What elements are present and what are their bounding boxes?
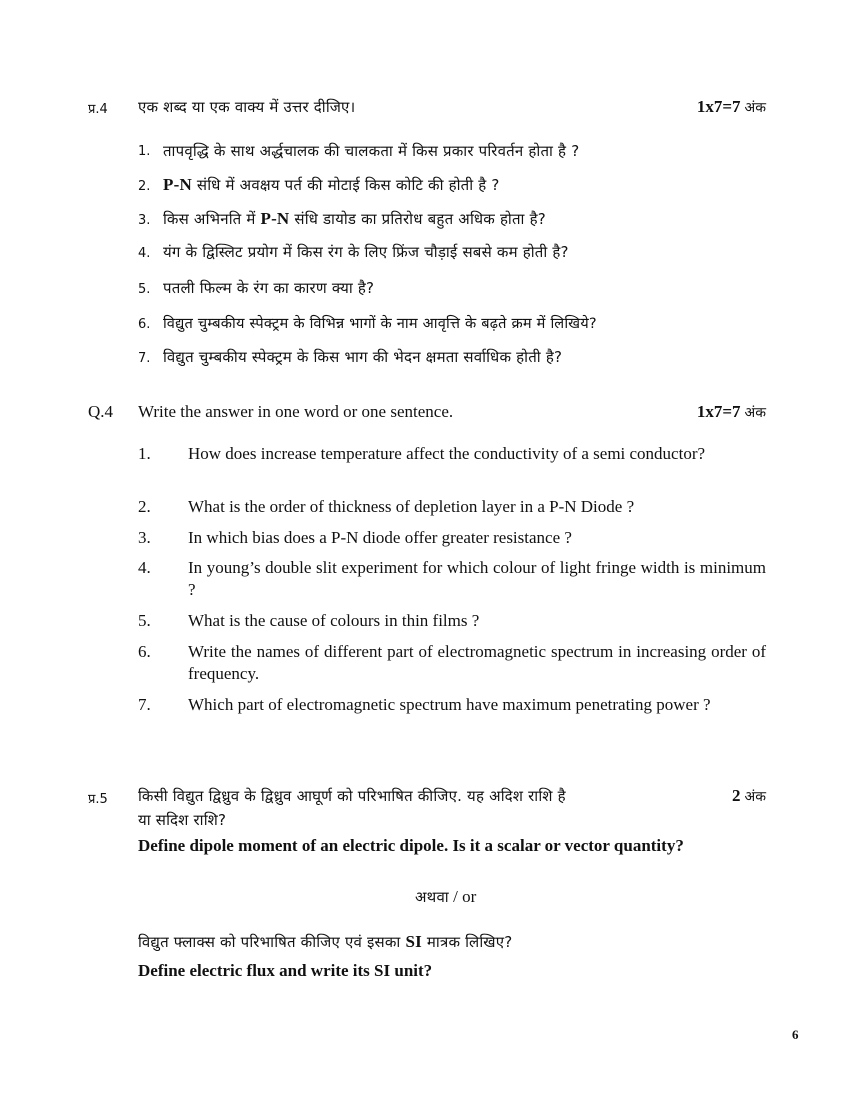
- hindi-item: विद्युत चुम्बकीय स्पेक्ट्रम के किस भाग की भेदन क्षमता सर्वाधिक होती है?: [163, 348, 563, 366]
- english-item: What is the cause of colours in thin films ?: [188, 611, 480, 630]
- item-number: 7.: [138, 351, 151, 366]
- marks-value: 2: [732, 786, 741, 805]
- question-number: Q.4: [88, 402, 114, 421]
- si-term: SI: [405, 932, 422, 951]
- pn-term: P-N: [163, 175, 192, 194]
- item-number: 2.: [138, 497, 151, 516]
- item-number: 1.: [138, 144, 151, 159]
- item-number: 7.: [138, 695, 151, 714]
- pn-term: P-N: [260, 209, 290, 228]
- marks-unit: अंक: [744, 100, 766, 116]
- question-prompt-english: Define dipole moment of an electric dipole. Is it a scalar or vector quantity?: [138, 836, 684, 855]
- item-number: 5.: [138, 282, 151, 297]
- question-prompt-english: Write the answer in one word or one sentence.: [138, 402, 454, 421]
- marks-value: 1x7=7: [696, 402, 741, 421]
- marks-value: 1x7=7: [696, 97, 741, 116]
- english-item: In young’s double slit experiment for which colour of light fringe width is minimum ?: [188, 558, 766, 599]
- question-number: प्र.4: [88, 102, 108, 117]
- hindi-item: विद्युत चुम्बकीय स्पेक्ट्रम के विभिन्न भागों के नाम आवृत्ति के बढ़ते क्रम में लिखिये?: [163, 315, 597, 332]
- item-number: 3.: [138, 213, 151, 228]
- hindi-item: यंग के द्विस्लिट प्रयोग में किस रंग के लिए फ्रिंज चौड़ाई सबसे कम होती है?: [163, 243, 569, 261]
- english-item: In which bias does a P-N diode offer greater resistance ?: [188, 528, 572, 547]
- question-prompt-hindi-cont: या सदिश राशि?: [138, 811, 227, 829]
- marks-unit: अंक: [744, 405, 766, 421]
- english-item: How does increase temperature affect the conductivity of a semi conductor?: [188, 444, 706, 463]
- page-number: 6: [792, 1027, 799, 1042]
- hindi-item: किस अभिनति में P-N संधि डायोड का प्रतिरोध बहुत अधिक होता है?: [163, 209, 546, 228]
- alternative-question-english: Define electric flux and write its SI unit?: [138, 961, 433, 980]
- marks-unit: अंक: [744, 789, 766, 805]
- alternative-question-hindi: विद्युत फ्लाक्स को परिभाषित कीजिए एवं इसका SI मात्रक लिखिए?: [138, 932, 513, 951]
- marks-label: [697, 402, 766, 422]
- english-item: Write the names of different part of electromagnetic spectrum in increasing order of frequency.: [188, 642, 766, 683]
- item-number: 1.: [138, 444, 151, 463]
- item-number: 3.: [138, 528, 151, 547]
- english-item: What is the order of thickness of depletion layer in a P-N Diode ?: [188, 497, 635, 516]
- hindi-item: पतली फिल्म के रंग का कारण क्या है?: [163, 279, 375, 297]
- item-number: 6.: [138, 317, 151, 332]
- question-number: प्र.5: [88, 792, 108, 807]
- item-number: 4.: [138, 558, 151, 577]
- question-prompt-hindi: किसी विद्युत द्विध्रुव के द्विध्रुव आघूर्ण को परिभाषित कीजिए. यह अदिश राशि है: [138, 787, 566, 805]
- item-number: 4.: [138, 246, 151, 261]
- marks-label: [732, 786, 766, 806]
- question-prompt-hindi: एक शब्द या एक वाक्य में उत्तर दीजिए।: [138, 98, 356, 116]
- or-separator: अथवा / or: [415, 887, 477, 906]
- hindi-item: P-N संधि में अवक्षय पर्त की मोटाई किस कोटि की होती है ?: [163, 175, 500, 194]
- marks-label: [697, 97, 766, 117]
- item-number: 6.: [138, 642, 151, 661]
- item-number: 2.: [138, 179, 151, 194]
- hindi-item: तापवृद्धि के साथ अर्द्धचालक की चालकता में किस प्रकार परिवर्तन होता है ?: [163, 142, 580, 160]
- item-number: 5.: [138, 611, 151, 630]
- english-item: Which part of electromagnetic spectrum have maximum penetrating power ?: [188, 695, 711, 714]
